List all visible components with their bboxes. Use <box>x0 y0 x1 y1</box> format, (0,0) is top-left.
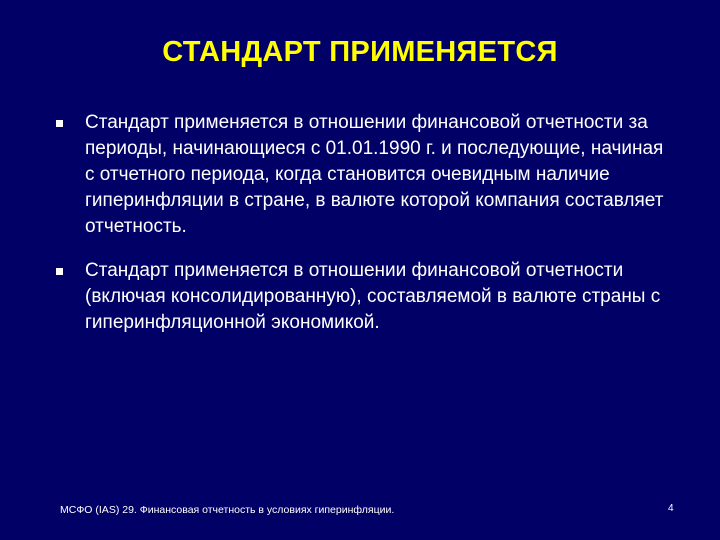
page-number: 4 <box>668 503 674 514</box>
slide-title: СТАНДАРТ ПРИМЕНЯЕТСЯ <box>162 36 558 68</box>
square-bullet-icon <box>56 120 63 127</box>
square-bullet-icon <box>56 268 63 275</box>
slide-footer: МСФО (IAS) 29. Финансовая отчетность в условиях гиперинфляции. <box>60 504 395 516</box>
bullet-text: Стандарт применяется в отношении финансовой отчетности за периоды, начинающиеся с 01.01.1990 г. и последующие, начиная с отчетного периода, когда становится очевидным наличие гиперинфляции в стране, в валюте которой компания составляет отчетность. <box>85 112 664 237</box>
bullet-text: Стандарт применяется в отношении финансовой отчетности (включая консолидированную), составляемой в валюте страны с гиперинфляционной экономикой. <box>85 260 661 333</box>
bullet-item <box>54 258 674 336</box>
bullet-list <box>54 110 674 354</box>
bullet-item <box>54 110 674 240</box>
